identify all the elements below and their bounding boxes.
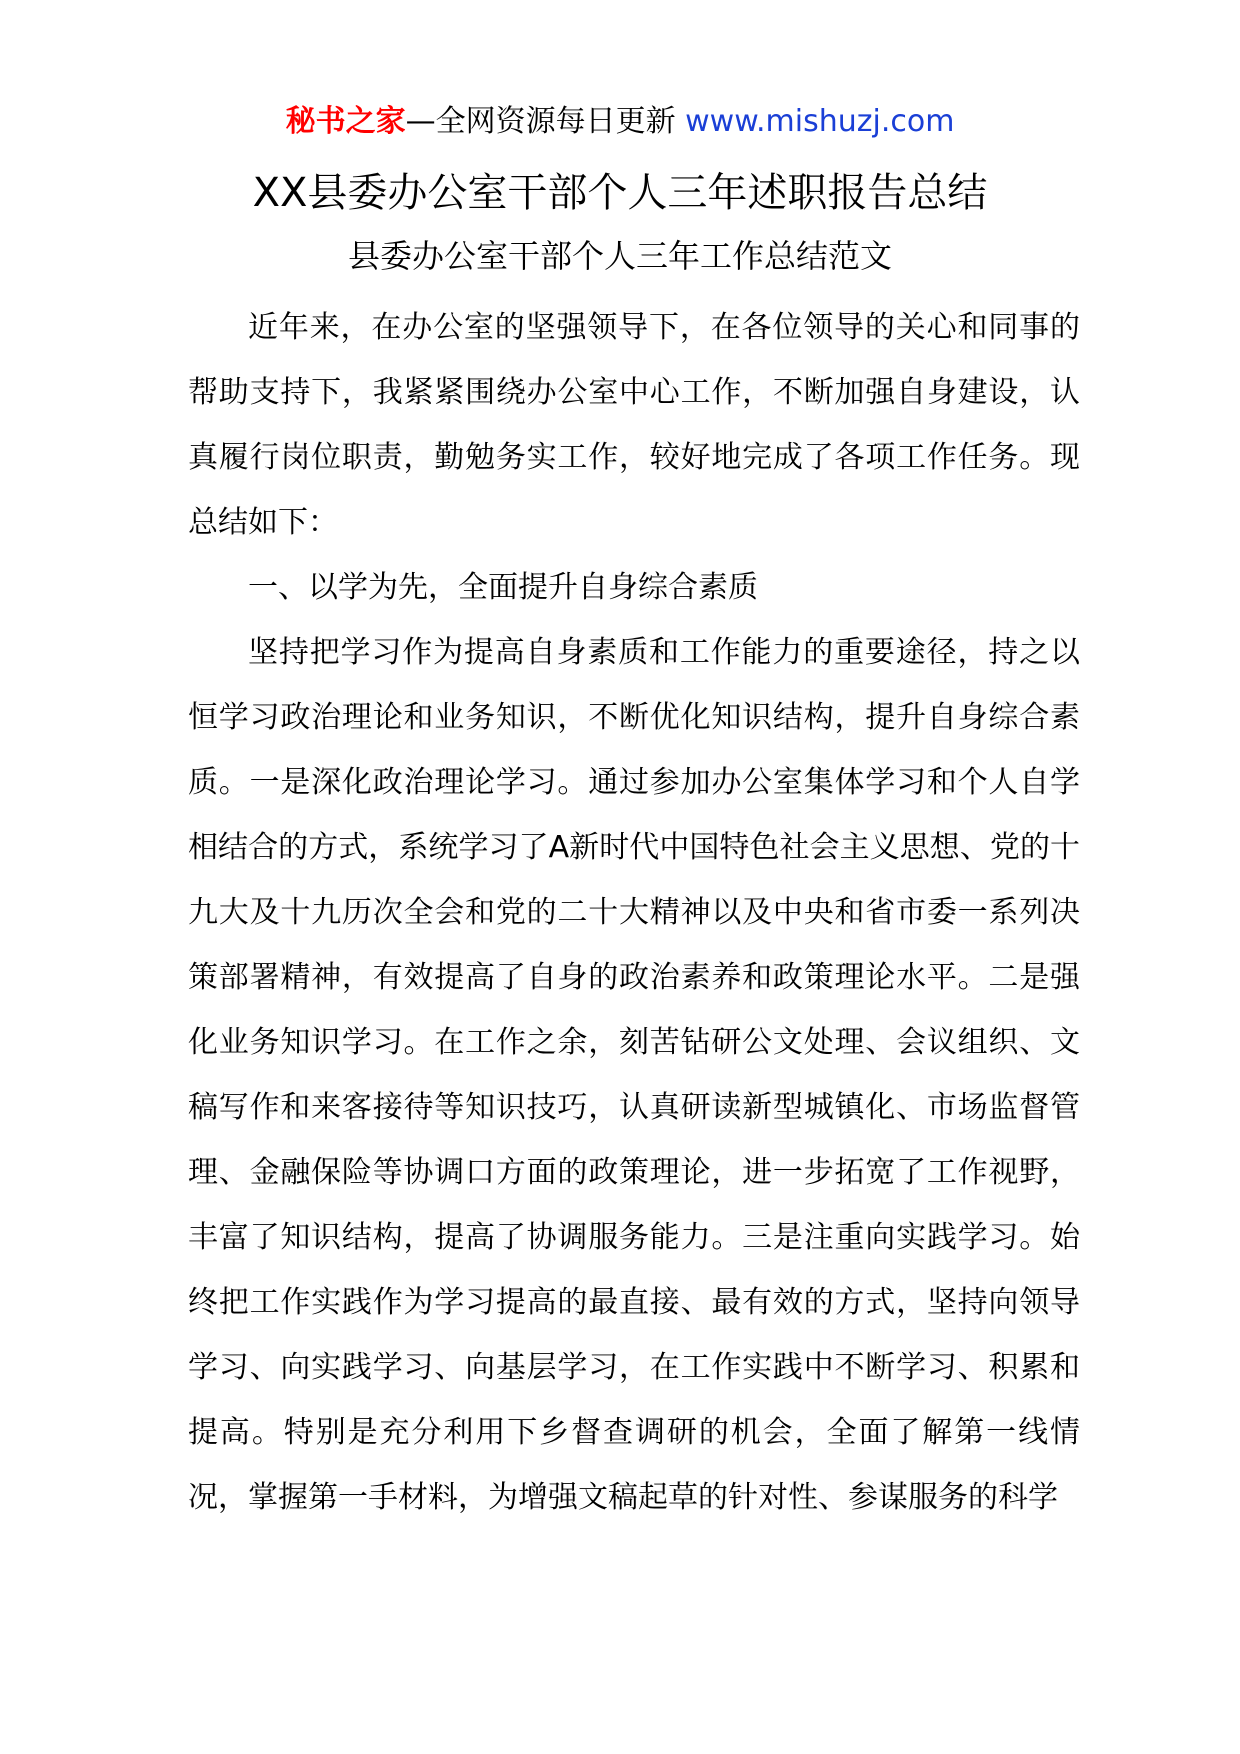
site-tagline: —全网资源每日更新 (405, 104, 676, 139)
site-url-link[interactable]: www.mishuzj.com (685, 104, 955, 139)
document-body (188, 295, 1080, 1530)
paragraph-intro: 近年来，在办公室的坚强领导下，在各位领导的关心和同事的帮助支持下，我紧紧围绕办公室中心工作，不断加强自身建设，认真履行岗位职责，勤勉务实工作，较好地完成了各项工作任务。现总结如下： (188, 310, 1080, 540)
section-heading-1: 一、以学为先，全面提升自身综合素质 (248, 570, 758, 605)
site-brand: 秘书之家 (285, 104, 406, 139)
document-title: XX县委办公室干部个人三年述职报告总结 (252, 170, 988, 216)
paragraph-section-1: 坚持把学习作为提高自身素质和工作能力的重要途径，持之以恒学习政治理论和业务知识，不断优化知识结构，提升自身综合素质。一是深化政治理论学习。通过参加办公室集体学习和个人自学相结合的方式，系统学习了A新时代中国特色社会主义思想、党的十九大及十九历次全会和党的二十大精神以及中央和省市委一系列决策部署精神，有效提高了自身的政治素养和政策理论水平。二是强化业务知识学习。在工作之余，刻苦钻研公文处理、会议组织、文稿写作和来客接待等知识技巧，认真研读新型城镇化、市场监督管理、金融保险等协调口方面的政策理论，进一步拓宽了工作视野，丰富了知识结构，提高了协调服务能力。三是注重向实践学习。始终把工作实践作为学习提高的最直接、最有效的方式，坚持向领导学习、向实践学习、向基层学习，在工作实践中不断学习、积累和提高。特别是充分利用下乡督查调研的机会，全面了解第一线情况，掌握第一手材料，为增强文稿起草的针对性、参谋服务的科学 (188, 635, 1080, 1515)
document-subtitle: 县委办公室干部个人三年工作总结范文 (347, 237, 892, 275)
site-header (0, 100, 1240, 144)
